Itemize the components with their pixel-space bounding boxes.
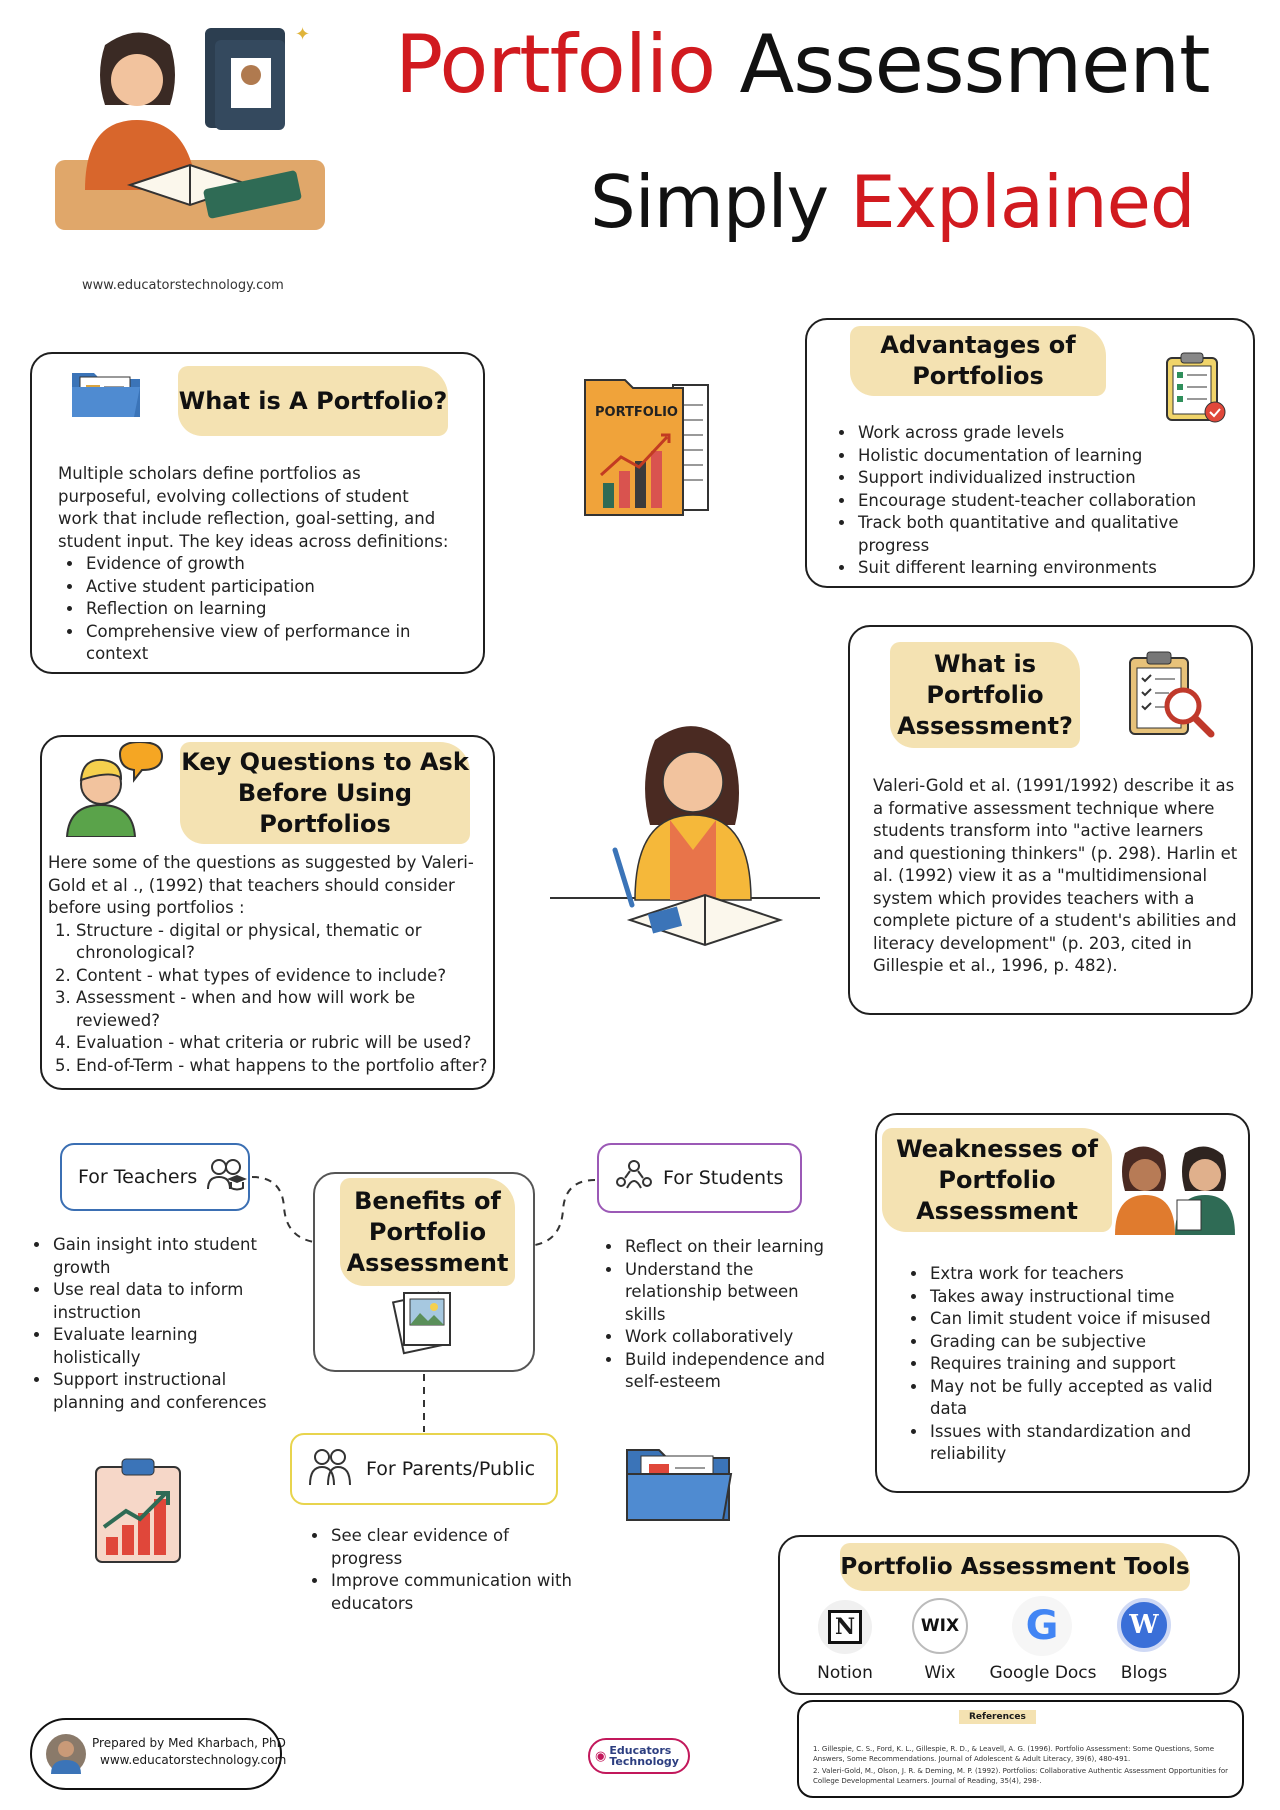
- wix-glyph: WIX: [920, 1616, 960, 1636]
- for-teachers-label: For Teachers: [78, 1166, 198, 1188]
- list-item: • Comprehensive view of performance in context: [84, 621, 453, 666]
- google-docs-label: Google Docs: [989, 1663, 1097, 1683]
- list-item: • Extra work for teachers: [928, 1263, 1232, 1286]
- advantages-heading: Advantages of Portfolios: [850, 326, 1106, 396]
- key-questions-heading: Key Questions to Ask Before Using Portfolios: [180, 742, 470, 844]
- list-item: • Reflection on learning: [84, 598, 453, 621]
- logo-line1: Educators: [609, 1744, 672, 1757]
- list-item: • Improve communication with educators: [329, 1570, 573, 1615]
- tools-heading: Portfolio Assessment Tools: [840, 1543, 1190, 1591]
- list-item: • Track both quantitative and qualitative progress: [856, 512, 1250, 557]
- references-title: References: [959, 1710, 1036, 1724]
- prepared-by-text: Prepared by Med Kharbach, PhD: [92, 1736, 286, 1750]
- title-part2: Assessment: [739, 18, 1210, 111]
- subtitle-part2: Explained: [850, 160, 1195, 244]
- two-women-illustration: [1115, 1145, 1240, 1239]
- for-students-label: For Students: [663, 1167, 784, 1189]
- list-item: • Support instructional planning and conferences: [51, 1369, 275, 1414]
- benefits-heading: Benefits of Portfolio Assessment: [340, 1178, 515, 1286]
- author-badge: [30, 1718, 287, 1790]
- list-item: • Grading can be subjective: [928, 1331, 1232, 1354]
- wordpress-icon[interactable]: [1117, 1598, 1171, 1652]
- weaknesses-heading: Weaknesses of Portfolio Assessment: [882, 1128, 1112, 1232]
- list-item: • Reflect on their learning: [623, 1236, 837, 1259]
- list-item: • See clear evidence of progress: [329, 1525, 573, 1570]
- list-item: 4. Evaluation - what criteria or rubric will be used?: [76, 1032, 488, 1055]
- educators-technology-logo: [588, 1738, 690, 1774]
- list-item: • Use real data to inform instruction: [51, 1279, 275, 1324]
- what-is-assessment-heading: What is Portfolio Assessment?: [890, 642, 1080, 748]
- logo-line2: Technology: [609, 1755, 679, 1768]
- references-box: [797, 1700, 1244, 1798]
- list-item: • Gain insight into student growth: [51, 1234, 275, 1279]
- notion-icon[interactable]: [818, 1600, 872, 1654]
- list-item: 1. Structure - digital or physical, thematic or chronological?: [76, 920, 488, 965]
- what-is-portfolio-heading: What is A Portfolio?: [178, 366, 448, 436]
- list-item: 3. Assessment - when and how will work be reviewed?: [76, 987, 488, 1032]
- reference-1: 1. Gillespie, C. S., Ford, K. L., Gillespie, R. D., & Leavell, A. G. (1996). Portfolio Assessment: Some Questions, Some Answers, Some Recommendations. Journal of Adolescent & Adult Literacy, 39(6), 480-491.: [813, 1745, 1215, 1763]
- google-docs-icon[interactable]: [1012, 1596, 1072, 1656]
- title-part1: Portfolio: [395, 18, 716, 111]
- list-item: • Issues with standardization and reliability: [928, 1421, 1232, 1466]
- website-link[interactable]: www.educatorstechnology.com: [82, 278, 284, 293]
- list-item: • Evidence of growth: [84, 553, 453, 576]
- wix-label: Wix: [924, 1663, 956, 1683]
- list-item: • Evaluate learning holistically: [51, 1324, 275, 1369]
- portfolio-folder-label: PORTFOLIO: [595, 405, 678, 420]
- key-questions-intro: Here some of the questions as suggested by Valeri-Gold et al ., (1992) that teachers should consider before using portfolios :: [48, 853, 474, 917]
- list-item: • Work collaboratively: [623, 1326, 837, 1349]
- list-item: • Understand the relationship between skills: [623, 1259, 837, 1327]
- notion-glyph: N: [828, 1610, 862, 1644]
- avatar: [46, 1734, 86, 1774]
- list-item: • Work across grade levels: [856, 422, 1250, 445]
- weaknesses-list: [902, 1263, 1232, 1466]
- blogs-label: Blogs: [1120, 1663, 1168, 1683]
- what-is-assessment-body: Valeri-Gold et al. (1991/1992) describe it as a formative assessment technique where students transform into "active learners and questioning thinkers" (p. 298). Harlin et al. (1992) view it as a "multidimensional system which provides teachers with a complete picture of a student's abilities and literacy development" (p. 203, cited in Gillespie et al., 1996, p. 482).: [873, 776, 1238, 975]
- logo-globe-icon: ◉: [595, 1748, 607, 1764]
- list-item: • May not be fully accepted as valid data: [928, 1376, 1232, 1421]
- list-item: • Suit different learning environments: [856, 557, 1250, 580]
- svg-text:✦: ✦: [295, 24, 311, 45]
- prepared-site[interactable]: www.educatorstechnology.com: [100, 1753, 287, 1767]
- list-item: 2. Content - what types of evidence to include?: [76, 965, 488, 988]
- list-item: • Requires training and support: [928, 1353, 1232, 1376]
- wix-icon[interactable]: [912, 1598, 968, 1654]
- notion-label: Notion: [817, 1663, 873, 1683]
- growth-chart-icon: [92, 1455, 187, 1569]
- list-item: • Takes away instructional time: [928, 1286, 1232, 1309]
- list-item: • Holistic documentation of learning: [856, 445, 1250, 468]
- what-is-portfolio-text: Multiple scholars define portfolios as purposeful, evolving collections of student work that include reflection, goal-setting, and student input. The key ideas across definitions:: [58, 464, 449, 551]
- list-item: • Build independence and self-esteem: [623, 1349, 837, 1394]
- list-item: • Active student participation: [84, 576, 453, 599]
- subtitle-part1: Simply: [590, 160, 829, 244]
- list-item: • Can limit student voice if misused: [928, 1308, 1232, 1331]
- wordpress-glyph: W: [1129, 1610, 1159, 1640]
- google-glyph: G: [1025, 1603, 1059, 1649]
- list-item: • Encourage student-teacher collaboration: [856, 490, 1250, 513]
- for-parents-label: For Parents/Public: [366, 1458, 536, 1480]
- reference-2: 2. Valeri-Gold, M., Olson, J. R. & Deming, M. P. (1992). Portfolios: Collaborative Authentic Assessment Opportunities for College Developmental Learners. Journal of Reading, 35(4), 298-.: [813, 1767, 1229, 1785]
- list-item: • Support individualized instruction: [856, 467, 1250, 490]
- list-item: 5. End-of-Term - what happens to the portfolio after?: [76, 1055, 488, 1078]
- folder-document-icon: [625, 1440, 735, 1529]
